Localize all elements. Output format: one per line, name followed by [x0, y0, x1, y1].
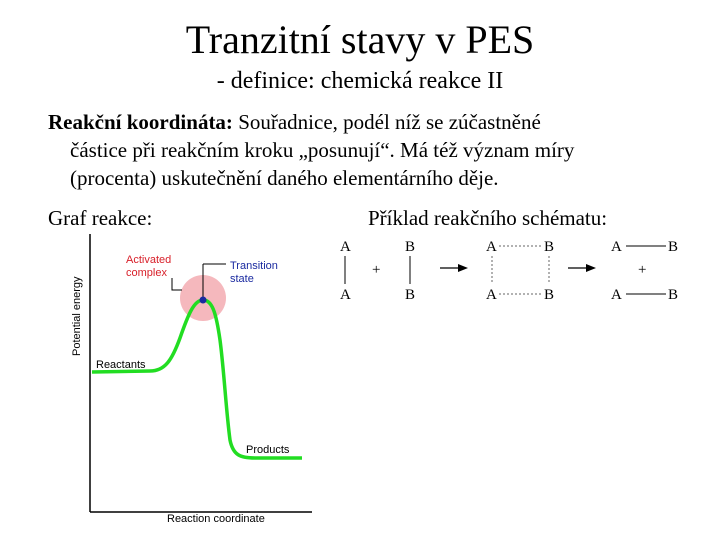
scheme-arrow-1-head	[458, 264, 468, 272]
scheme-atom-a-bottom-3: A	[611, 287, 622, 303]
scheme-atom-b-bottom-1: B	[405, 287, 416, 303]
reactants-label: Reactants	[96, 359, 146, 371]
scheme-atom-b-top-2: B	[544, 239, 555, 255]
transition-state-label-line-1: Transition	[230, 260, 278, 272]
scheme-atom-b-top-3: B	[668, 239, 679, 255]
definition-text-1: Souřadnice, podél níž se zúčastněné	[232, 110, 541, 134]
page-title: Tranzitní stavy v PES	[185, 17, 535, 62]
page-subtitle: - definice: chemická reakce II	[216, 68, 504, 94]
scheme-plus-2: +	[638, 262, 647, 278]
transition-state-label-line-2: state	[230, 273, 254, 285]
scheme-atom-a-bottom-2: A	[486, 287, 497, 303]
scheme-atom-b-bottom-2: B	[544, 287, 555, 303]
graph-label: Graf reakce:	[48, 206, 153, 230]
definition-line-2: částice při reakčním kroku „posunují“. Má též význam míry	[70, 138, 575, 162]
scheme-arrow-2-head	[586, 264, 596, 272]
activated-complex-label-line-2: complex	[126, 267, 167, 279]
reaction-scheme	[340, 239, 678, 303]
transition-point	[200, 297, 207, 304]
products-label: Products	[246, 444, 290, 456]
definition-line-3: (procenta) uskutečnění daného elementárního děje.	[70, 166, 499, 190]
x-axis-label: Reaction coordinate	[167, 513, 265, 525]
scheme-atom-b-bottom-3: B	[668, 287, 679, 303]
scheme-atom-a-top-1: A	[340, 239, 351, 255]
y-axis-label: Potential energy	[71, 276, 83, 356]
definition-term: Reakční koordináta:	[48, 110, 233, 134]
energy-diagram	[71, 234, 312, 525]
scheme-atom-b-top-1: B	[405, 239, 416, 255]
scheme-atom-a-top-2: A	[486, 239, 497, 255]
scheme-label: Příklad reakčního schématu:	[368, 206, 608, 230]
energy-curve	[92, 300, 302, 458]
scheme-plus-1: +	[372, 262, 381, 278]
activated-complex-pointer	[172, 278, 182, 290]
activated-complex-label-line-1: Activated	[126, 254, 172, 266]
scheme-atom-a-bottom-1: A	[340, 287, 351, 303]
scheme-atom-a-top-3: A	[611, 239, 622, 255]
